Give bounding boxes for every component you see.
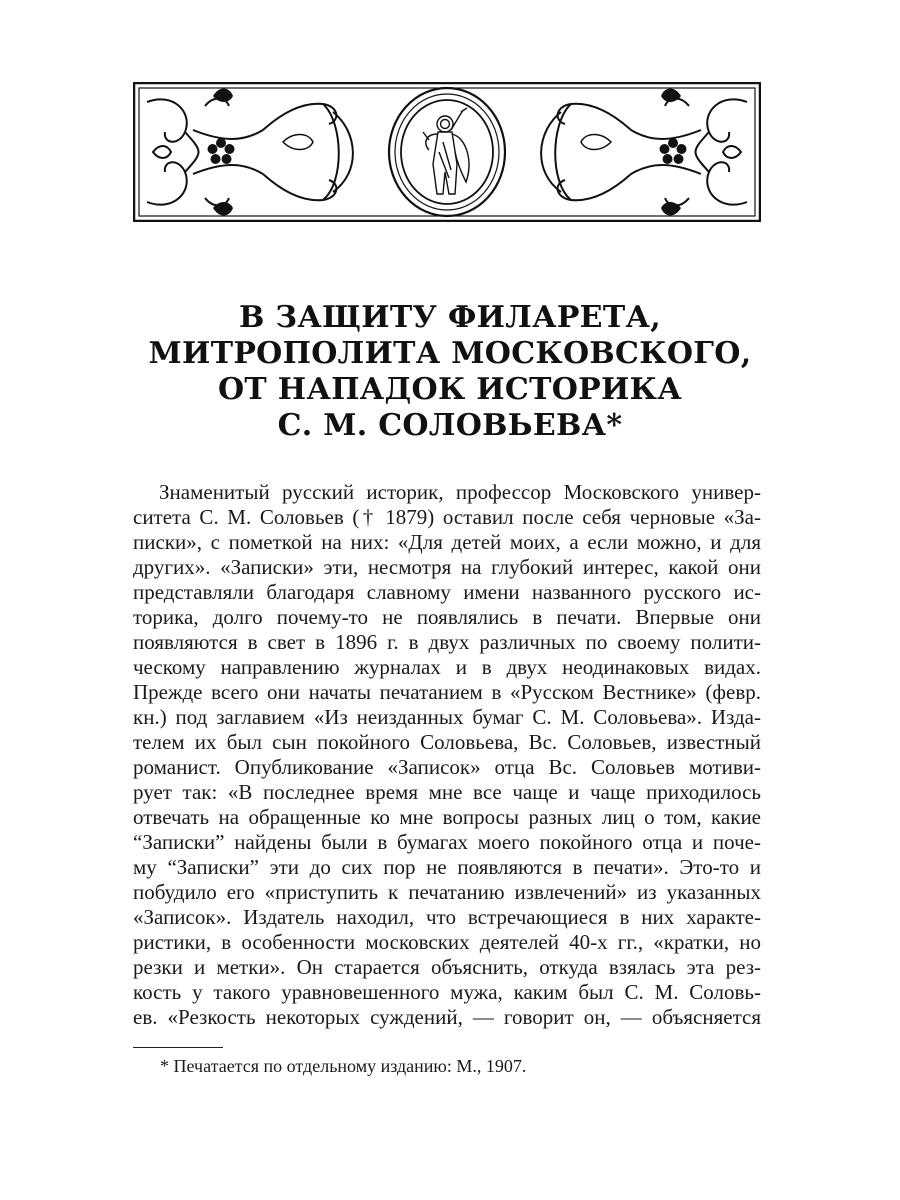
title-line: В ЗАЩИТУ ФИЛАРЕТА, [239,300,661,335]
text-line: «Записок». Издатель находил, что встречающиеся в них характе- [133,905,761,929]
chapter-title [130,300,770,444]
text-line: “Записки” найдены были в бумагах моего покойного отца и поче- [133,830,761,854]
text-line: телем их был сын покойного Соловьева, Вс. Соловьев, известный [133,730,761,754]
text-line: Прежде всего они начаты печатанием в «Русском Вестнике» (февр. [133,680,761,704]
text-line: кн.) под заглавием «Из неизданных бумаг С. М. Соловьева». Изда- [133,705,761,729]
text-line: торика, долго почему-то не появлялись в печати. Впервые они [133,605,761,629]
text-line: ристики, в особенности московских деятелей 40-х гг., «кратки, но [133,930,761,954]
angel-medallion-icon [389,88,505,216]
text-line: других». «Записки» эти, несмотря на глубокий интерес, какой они [133,555,761,579]
ornament-scrollwork-icon [133,82,761,222]
footnote: * Печатается по отдельному изданию: М., 1907. [160,1056,527,1076]
text-line: резки и метки». Он старается объяснить, откуда взялась эта рез- [133,955,761,979]
text-line: появляются в свет в 1896 г. в двух различных по своему полити- [133,630,761,654]
title-line: С. М. СОЛОВЬЕВА* [277,408,623,443]
text-line: Знаменитый русский историк, профессор Московского универ- [159,480,761,504]
text-line: побудило его «приступить к печатанию извлечений» из указанных [133,880,761,904]
text-line: романист. Опубликование «Записок» отца Вс. Соловьев мотиви- [133,755,761,779]
text-line: кость у такого уравновешенного мужа, каким был С. М. Соловь- [133,980,761,1004]
title-line: МИТРОПОЛИТА МОСКОВСКОГО, [148,336,752,371]
footnote-divider [133,1047,223,1048]
text-line: отвечать на обращенные ко мне вопросы разных лиц о том, какие [133,805,761,829]
title-line: ОТ НАПАДОК ИСТОРИКА [218,372,682,407]
text-line: му “Записки” эти до сих пор не появляются в печати». Это-то и [133,855,761,879]
text-line: писки», с пометкой на них: «Для детей моих, а если можно, и для [133,530,761,554]
text-line: представляли благодаря славному имени названного русского ис- [133,580,761,604]
text-line: ситета С. М. Соловьев († 1879) оставил после себя черновые «За- [133,505,761,529]
body-paragraph [133,480,761,1030]
text-line: ческому направлению журналах и в двух неодинаковых видах. [133,655,761,679]
text-line: рует так: «В последнее время мне все чаще и чаще приходилось [133,780,761,804]
ornamental-header-band [133,82,761,222]
text-line: ев. «Резкость некоторых суждений, — говорит он, — объясняется [133,1005,761,1029]
